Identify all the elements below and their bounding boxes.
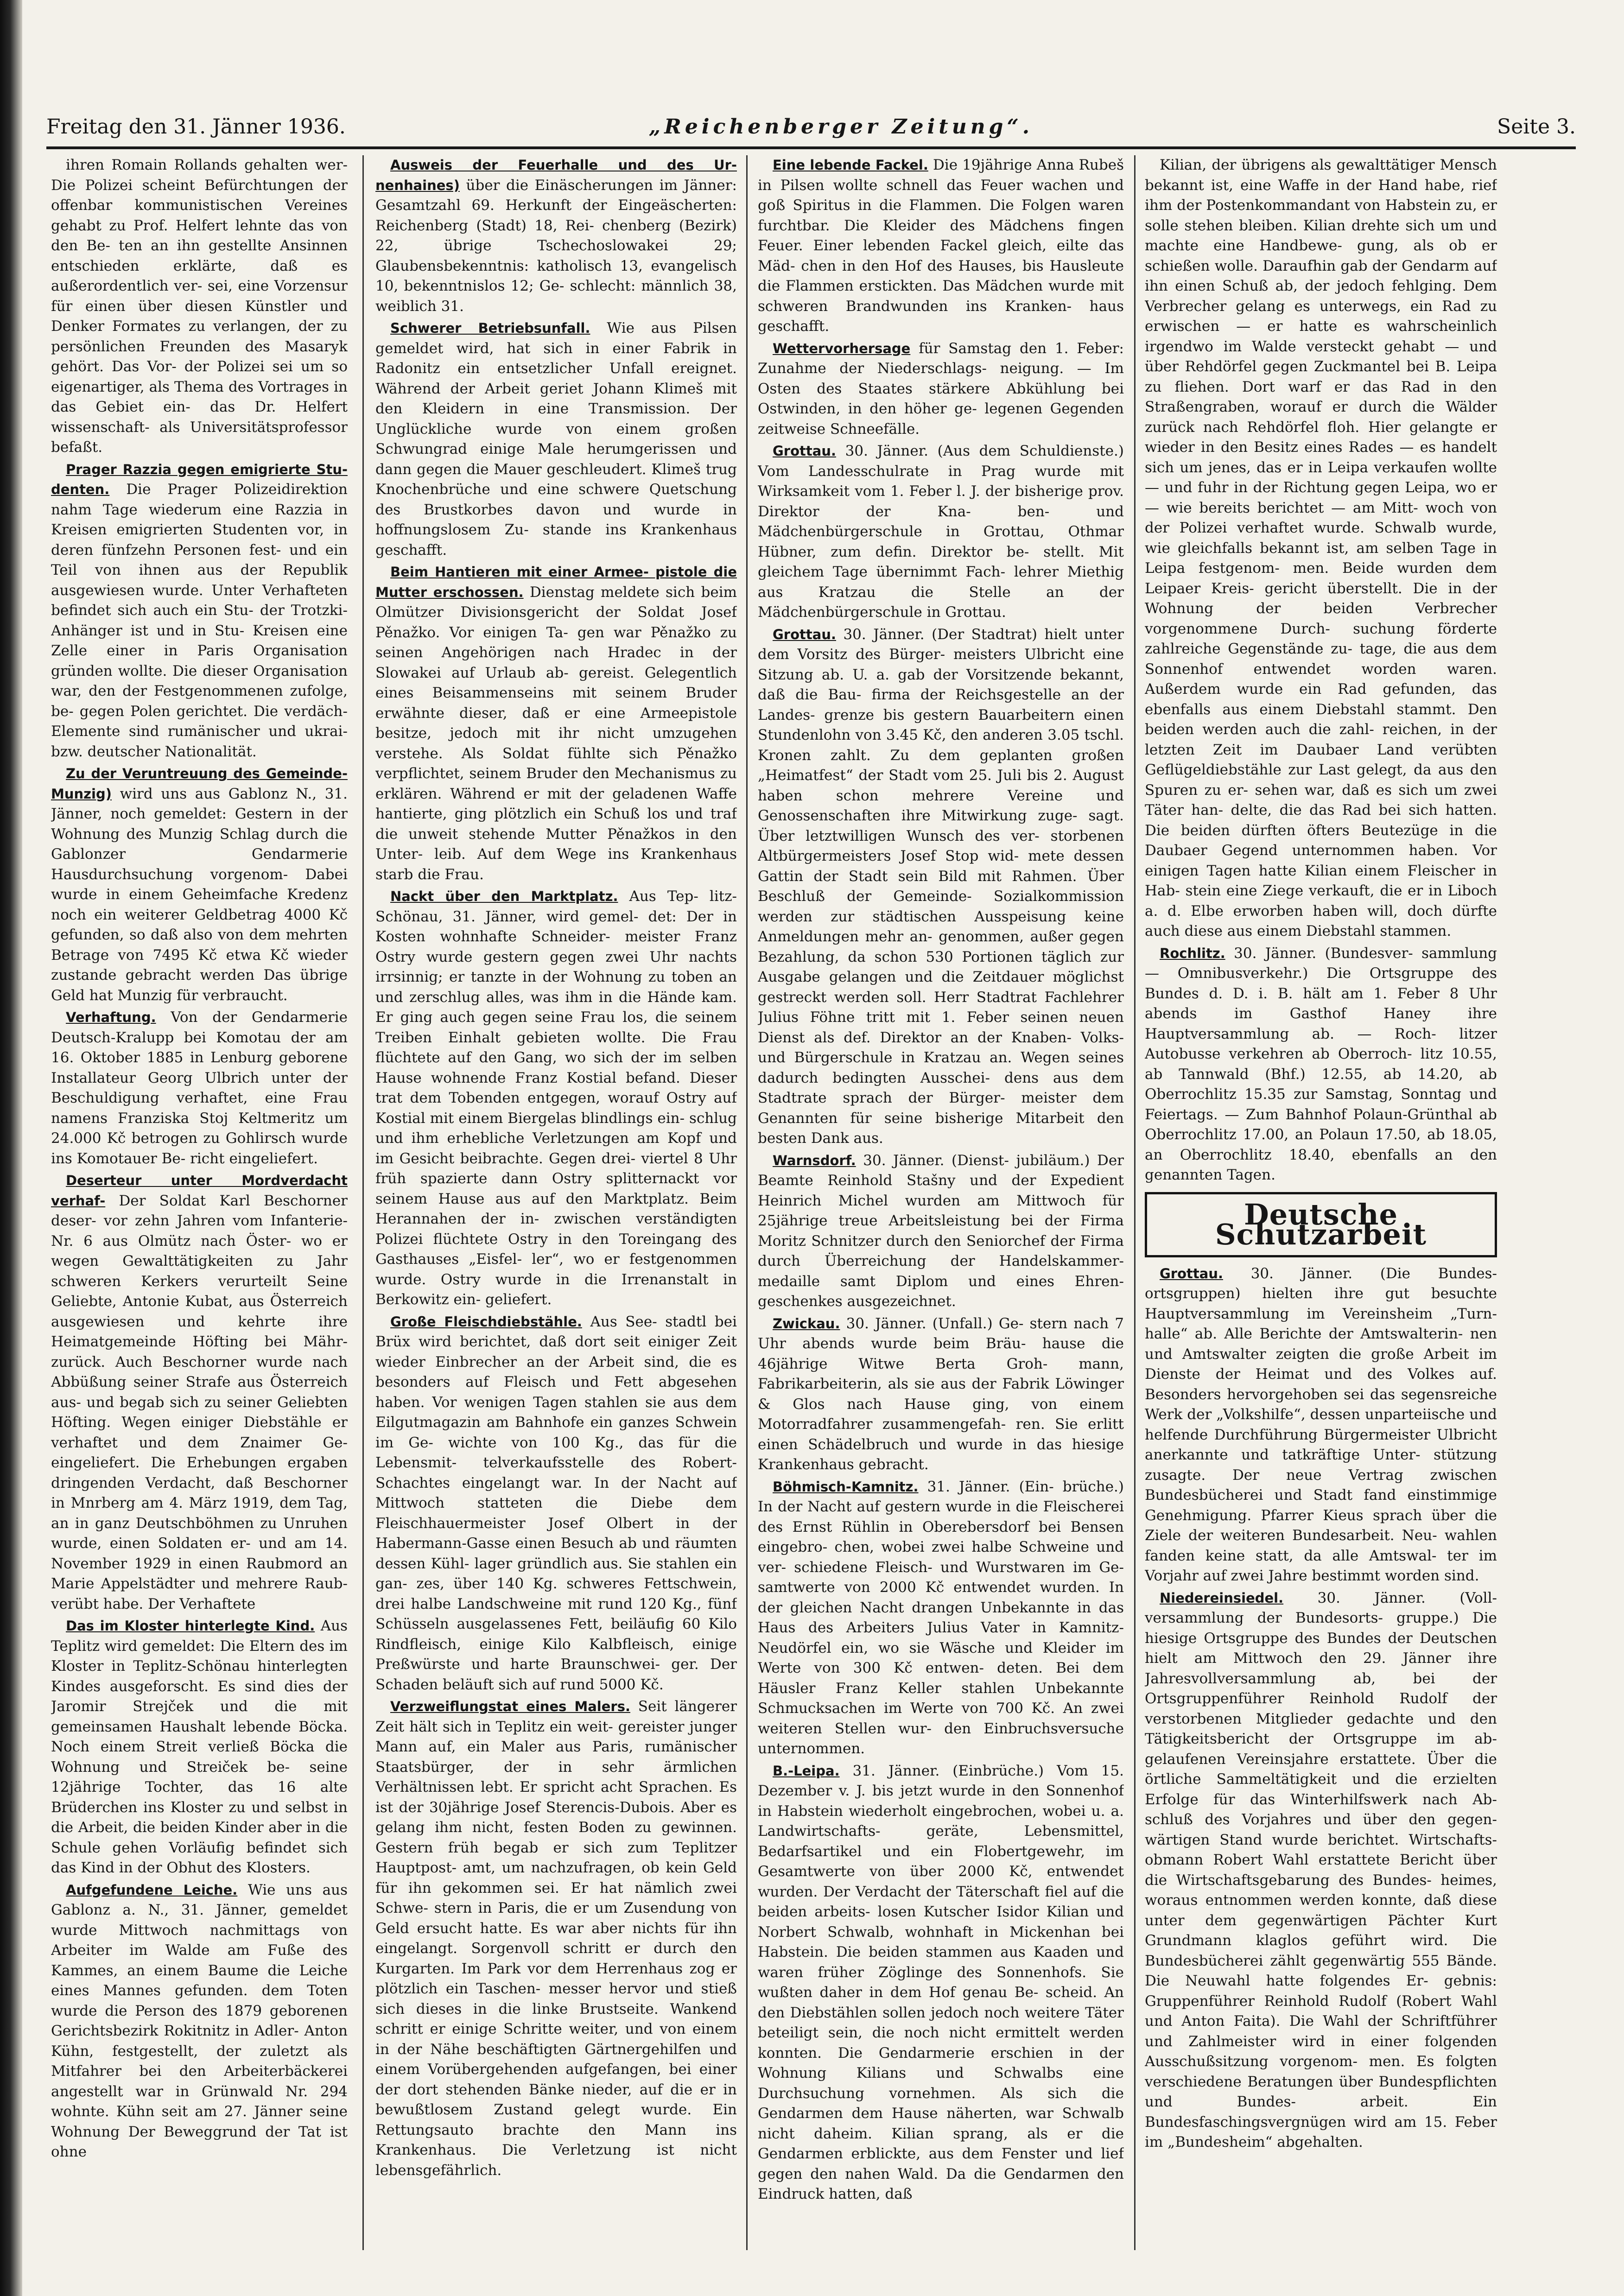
binding-edge xyxy=(0,0,22,2296)
article-body: für Samstag den 1. Feber: Zunahme der Niederschlags- neigung. — Im Osten des Staates stärkere Abkühlung bei Ostwinden, in den höher ge- legenen Gegenden zeitweise Schneefälle. xyxy=(758,340,1124,438)
column-divider xyxy=(746,155,748,2250)
article-title: Grottau. xyxy=(773,443,836,459)
article xyxy=(375,887,737,1310)
article-body: 30. Jänner. (Voll- versammlung der Bundesorts- gruppe.) Die hiesige Ortsgruppe des Bundes der Deutschen hielt am Mittwoch den 29. Jänner ihre Jahresvollversammlung ab, bei der Ortsgruppenführer Reinhold Rudolf der verstorbenen Mitglieder gedachte und den Tätigkeitsbericht der Ortsgruppe im ab- gelaufenen Vereinsjahre erstattete. Über die örtliche Sammeltätigkeit und die erzielten Erfolge für das Winterhilfswerk nach Ab- schluß des Vorjahres und über den gegen- wärtigen Stand wurde berichtet. Wirtschafts- obmann Robert Wahl erstattete Bericht über die Wirtschaftsgebarung des Bundes- heimes, woraus entnommen werden konnte, daß diese unter dem gegenwärtigen Pächter Kurt Grundmann klaglos geführt wird. Die Bundesbücherei zählt gegenwärtig 555 Bände. Die Neuwahl hatte folgendes Er- gebnis: Gruppenführer Reinhold Rudolf (Robert Wahl und Anton Faita). Die Wahl der Schriftführer und Zahlmeister wird in einer folgenden Ausschußsitzung vorgenom- men. Es folgten verschiedene Beratungen über Bundespflichten und Bundes- arbeit. Ein Bundesfaschingsvergnügen wird am 15. Feber im „Bundesheim“ abgehalten. xyxy=(1145,1589,1497,2150)
header-rule xyxy=(46,146,1576,149)
article-title: Nackt über den Marktplatz. xyxy=(390,888,618,904)
article xyxy=(758,1761,1124,2205)
article-title: Eine lebende Fackel. xyxy=(773,157,928,173)
article xyxy=(758,1477,1124,1759)
article xyxy=(375,1697,737,2181)
article-title: Böhmisch-Kamnitz. xyxy=(773,1478,919,1495)
article xyxy=(758,155,1124,337)
article-body: wird uns aus Gablonz N., 31. Jänner, noch gemeldet: Gestern in der Wohnung des Munzig Schlag durch die Gablonzer Gendarmerie Hausdurchsuchung vorgenom- Dabei wurde in einem Geheimfache Kredenz noch ein weiterer Geldbetrag 4000 Kč gefunden, so daß also von dem mehrten Betrage von 7495 Kč etwa Kč wieder zustande gebracht werden Das übrige Geld hat Munzig für verbraucht. xyxy=(51,785,348,1004)
article-title: Ausweis der Feuerhalle und des Ur- nenhaines) xyxy=(375,157,737,193)
article-body: Von der Gendarmerie Deutsch-Kralupp bei Komotau der am 16. Oktober 1885 in Lenburg geborene Installateur Georg Ulbrich unter der Beschuldigung verhaftet, eine Frau namens Franziska Stoj Keltmeritz um 24.000 Kč betrogen zu Gohlirsch wurde ins Komotauer Be- richt eingeliefert. xyxy=(51,1009,348,1167)
article-title: Grottau. xyxy=(773,626,836,642)
article-title: Wettervorhersage xyxy=(773,340,911,356)
article xyxy=(375,318,737,560)
article-title: Rochlitz. xyxy=(1160,945,1225,961)
article-body: über die Einäscherungen im Jänner: Gesamtzahl 69. Herkunft der Eingeäscherten: Reichenberg (Stadt) 18, Rei- chenberg (Bezirk) 22, übrige Tschechoslowakei 29; Glaubensbekenntnis: katholisch 13, evangelisch 10, bekenntnislos 12; Ge- schlecht: männlich 38, weiblich 31. xyxy=(375,177,737,315)
article-body: Aus Tep- litz-Schönau, 31. Jänner, wird gemel- det: Der in Kosten wohnhafte Schneider- meister Franz Ostry wurde gestern gegen zwei Uhr nachts irrsinnig; er tanzte in der Wohnung zu toben an und zerschlug alles, was ihm in die Hände kam. Er ging auch gegen seine Frau los, die seinem Treiben Einhalt gebieten wollte. Die Frau flüchtete auf den Gang, wo sich der im selben Hause wohnende Franz Kostial befand. Dieser trat dem Tobenden entgegen, worauf Ostry auf Kostial mit einem Biergelas blindlings ein- schlug und ihm erhebliche Verletzungen am Kopf und im Gesicht beibrachte. Gegen drei- viertel 8 Uhr früh spazierte dann Ostry splitternackt vor seinem Hause aus auf den Marktplatz. Beim Herannahen der in- zwischen verständigten Polizei flüchtete Ostry in den Toreingang des Gasthauses „Eisfel- ler“, wo er festgenommen wurde. Ostry wurde in die Irrenanstalt in Berkowitz ein- geliefert. xyxy=(375,888,737,1308)
article-body: Wie uns aus Gablonz a. N., 31. Jänner, gemeldet wurde Mittwoch nachmittags von Arbeiter im Walde am Fuße des Kammes, an einem Baume die Leiche eines Mannes gefunden. dem Toten wurde die Person des 1879 geborenen Gerichtsbezirk Rokitnitz in Adler- Anton Kühn, festgestellt, der zuletzt als Mitfahrer bei den Arbeiterbäckerei angestellt war in Grünwald Nr. 294 wohnte. Kühn seit am 27. Jänner seine Wohnung Der Beweggrund der Tat ist ohne xyxy=(51,1881,348,2160)
article-body: 30. Jänner. (Aus dem Schuldienste.) Vom Landesschulrate in Prag wurde mit Wirksamkeit vom 1. Feber l. J. der bisherige prov. Direktor der Kna- ben- und Mädchenbürgerschule in Grottau, Othmar Hübner, zum defin. Direktor be- stellt. Mit gleichem Tage übernimmt Fach- lehrer Miethig aus Kratzau die Stelle an der Mädchenbürgerschule in Grottau. xyxy=(758,443,1124,621)
article-body: 31. Jänner. (Ein- brüche.) In der Nacht auf gestern wurde in die Fleischerei des Ernst Rühlin in Oberebersdorf bei Bensen eingebro- chen, wobei zwei halbe Schweine und ver- schiedene Fleisch- und Wurstwaren im Ge- samtwerte von 2000 Kč entwendet wurden. In der gleichen Nacht drangen Unbekannte in das Haus des Arbeiters Julius Vater in Kamnitz-Neudörfel ein, wo sie Wäsche und Kleider im Werte von 300 Kč entwen- deten. Bei dem Häusler Franz Keller stahlen Unbekannte Schmucksachen im Werte von 700 Kč. An zwei weiteren Stellen wur- den Einbruchsversuche unternommen. xyxy=(758,1478,1124,1757)
article-body: Die 19jährige Anna Rubeš in Pilsen wollte schnell das Feuer wachen und goß Spiritus in die Flammen. Die Folgen waren furchtbar. Die Kleider des Mädchens fingen Feuer. Einer lebenden Fackel gleich, eilte das Mäd- chen in den Hof des Hauses, bis Hausleute die Flammen erstickten. Das Mädchen wurde mit schweren Brandwunden ins Kranken- haus geschafft. xyxy=(758,157,1124,335)
article-title: Prager Razzia gegen emigrierte Stu- denten. xyxy=(51,461,348,497)
article-title: Warnsdorf. xyxy=(773,1152,856,1168)
article xyxy=(51,1171,348,1614)
article xyxy=(51,155,348,458)
column-4 xyxy=(1145,155,1497,2250)
article-body: Dienstag meldete sich beim Olmützer Divisionsgericht der Soldat Josef Pěnažko. Vor einigen Ta- gen war Pěnažko zu seinen Angehörigen nach Hradec in der Slowakei auf Urlaub ab- gereist. Gelegentlich eines Beisammenseins mit seinem Bruder erwähnte dieser, daß er eine Armeepistole besitze, jedoch mit ihr nicht umzugehen verstehe. Als Soldat fühlte sich Pěnažko verpflichtet, seinem Bruder den Mechanismus zu erklären. Während er mit der geladenen Waffe hantierte, ging plötzlich ein Schuß los und traf die unweit stehende Mutter Pěnažkos in den Unter- leib. Auf dem Wege ins Krankenhaus starb die Frau. xyxy=(375,584,737,883)
article xyxy=(51,1008,348,1169)
article-body: 30. Jänner. (Der Stadtrat) hielt unter dem Vorsitz des Bürger- meisters Ulbricht eine Sitzung ab. U. a. gab der Vorsitzende bekannt, daß die Bau- firma der Reichsgestelle an der Landes- grenze bis gestern Bauarbeitern einen Stundenlohn von 3.45 Kč, den anderen 3.05 tschl. Kronen zahlt. Zu dem geplanten großen „Heimatfest“ der Stadt vom 25. Juli bis 2. August haben schon mehrere Vereine und Genossenschaften ihre Mitwirkung zuge- sagt. Über letztwilligen Wunsch des ver- storbenen Altbürgermeisters Josef Stop wid- mete dessen Gattin der Stadt sein Bild mit Rahmen. Über Beschluß der Gemeinde- Sozialkommission werden zur städtischen Ausspeisung keine Anmeldungen mehr an- genommen, außer gegen Bezahlung, da schon 530 Portionen täglich zur Ausgabe gelangen und die Zeitdauer möglichst gestreckt werden soll. Herr Stadtrat Fachlehrer Julius Föhne tritt mit 1. Feber seinen neuen Dienst als def. Direktor an der Knaben- Volks- und Bürgerschule in Kratzau an. Wegen seines dadurch bedingten Ausschei- dens aus dem Stadtrate sprach der Bürger- meister dem Genannten für seine bisherige Mitarbeit den besten Dank aus. xyxy=(758,626,1124,1147)
article-title: Niedereinsiedel. xyxy=(1160,1590,1284,1606)
article-title: Das im Kloster hinterlegte Kind. xyxy=(66,1618,315,1634)
article xyxy=(758,339,1124,440)
newspaper-title: „Reichenberger Zeitung“. xyxy=(649,115,1034,139)
article xyxy=(1145,944,1497,1186)
article xyxy=(375,155,737,317)
article-body: 30. Jänner. (Dienst- jubiläum.) Der Beamte Reinhold Stašny und der Expedient Heinrich Michel wurden am Mittwoch für 25jährige treue Arbeitsleistung bei der Firma Moritz Schnitzer durch den Seniorchef der Firma durch Überreichung der Handelskammer- medaille samt Diplom und eines Ehren- geschenkes ausgezeichnet. xyxy=(758,1152,1124,1310)
article-body: Die Prager Polizeidirektion nahm Tage wiederum eine Razzia in Kreisen emigrierten Studenten vor, in deren fünfzehn Personen fest- und ein Teil von ihnen aus der Republik ausgewiesen wurde. Unter Verhafteten befindet sich auch ein Stu- der Trotzki-Anhänger ist und in Stu- Kreisen eine Zelle einer in Paris Organisation gründen wollte. Die dieser Organisation war, den der Festgenommenen zufolge, be- gegen Polen gerichtet. Die verdäch- Elemente sind rumänischer und ukrai- bzw. deutscher Nationalität. xyxy=(51,481,348,760)
article-title: Zu der Veruntreuung des Gemeinde- Munzig) xyxy=(51,766,348,802)
article-title: Verhaftung. xyxy=(66,1009,156,1025)
article xyxy=(51,460,348,762)
article-body: Der Soldat Karl Beschorner deser- vor zehn Jahren vom Infanterie- Nr. 6 aus Olmütz nach Öster- wo er wegen Gewalttätigkeiten zu Jahr schweren Kerkers verurteilt Seine Geliebte, Antonie Kubat, aus Österreich ausgewiesen und kehrte ihre Heimatgemeinde Höfting bei Mähr- zurück. Auch Beschorner wurde nach Abbüßung seiner Strafe aus Österreich aus- und begab sich zu seiner Geliebten Höfting. Wegen einiger Diebstähle er verhaftet und dem Znaimer Ge- eingeliefert. Die Erhebungen ergaben dringenden Verdacht, daß Beschorner in Mnrberg am 4. März 1919, dem Tag, an in ganz Deutschböhmen zu Unruhen wurde, einen Soldaten er- und am 14. November 1929 in einen Raubmord an Marie Appelstädter und mehrere Raub- verübt habe. Der Verhaftete xyxy=(51,1192,348,1612)
article xyxy=(758,1151,1124,1312)
column-1 xyxy=(51,155,348,2250)
article xyxy=(1145,1264,1497,1586)
article-title: B.-Leipa. xyxy=(773,1763,840,1779)
article-title: Aufgefundene Leiche. xyxy=(66,1882,238,1898)
article-body: Aus Teplitz wird gemeldet: Die Eltern des im Kloster in Teplitz-Schönau hinterlegten Kindes ausgeforscht. Es sind dies der Jaromir Strejček und die mit gemeinsamen Haushalt lebende Böcka. Noch einem Streit verließ Böcka die Wohnung und Streiček be- seine 12jährige Tochter, das 16 alte Brüderchen ins Kloster zu und selbst in die Arbeit, die beiden Kinder aber in die Schule gehen Vorläufig befindet sich das Kind in der Obhut des Klosters. xyxy=(51,1617,348,1876)
article-body: 30. Jänner. (Die Bundes- ortsgruppen) hielten ihre gut besuchte Hauptversammlung im Vereinsheim „Turn- halle“ ab. Alle Berichte der Amtswalterin- nen und Amtswalter zeigten die große Arbeit im Dienste der Heimat und des Volkes auf. Besonders hervorgehoben sei das segensreiche Werk der „Volkshilfe“, dessen unparteiische und helfende Durchführung Bürgermeister Ulbricht anerkannte und tatkräftige Unter- stützung zusagte. Der neue Vertrag zwischen Bundesbücherei und Stadt fand einstimmige Genehmigung. Pfarrer Kieus sprach über die Ziele der weiteren Bundesarbeit. Neu- wahlen fanden keine statt, da alle Amtswal- ter im Vorjahr auf zwei Jahre bestimmt worden sind. xyxy=(1145,1265,1497,1584)
column-divider xyxy=(362,155,364,2250)
page-header xyxy=(46,107,1576,148)
article xyxy=(375,562,737,885)
article-body: 30. Jänner. (Bundesver- sammlung — Omnibusverkehr.) Die Ortsgruppe des Bundes d. D. i. B. hält am 1. Feber 8 Uhr abends im Gasthof Haney ihre Hauptversammlung ab. — Roch- litzer Autobusse verkehren ab Oberroch- litz 10.55, ab Tannwald (Bhf.) 12.55, ab 14.20, ab Oberrochlitz 15.35 zur Samstag, Sonntag und Feiertags. — Zum Bahnhof Polaun-Grünthal ab Oberrochlitz 17.00, an Polaun 17.50, ab 18.05, an Oberrochlitz 18.40, ebenfalls an den genannten Tagen. xyxy=(1145,945,1497,1183)
article xyxy=(375,1312,737,1695)
column-2 xyxy=(375,155,737,2250)
article xyxy=(758,625,1124,1149)
article-title: Große Fleischdiebstähle. xyxy=(390,1313,582,1330)
article xyxy=(1145,155,1497,942)
article-body: 30. Jänner. (Unfall.) Ge- stern nach 7 Uhr abends wurde beim Bräu- hause die 46jährige Witwe Berta Groh- mann, Fabrikarbeiterin, als sie aus der Fabrik Löwinger & Glos nach Hause ging, von einem Motorradfahrer zusammengefah- ren. Sie erlitt einen Schädelbruch und wurde in das hiesige Krankenhaus gebracht. xyxy=(758,1315,1124,1473)
column-3 xyxy=(758,155,1124,2250)
column-divider xyxy=(1134,155,1136,2250)
article xyxy=(51,1616,348,1878)
article xyxy=(758,1314,1124,1475)
article-title: Zwickau. xyxy=(773,1315,840,1332)
article-body: Wie aus Pilsen gemeldet wird, hat sich in einer Fabrik in Radonitz ein entsetzlicher Unfall ereignet. Während der Arbeit geriet Johann Klimeš mit den Kleidern in eine Transmission. Der Unglückliche wurde von einem großen Schwungrad einige Male herumgerissen und dann gegen die Mauer geschleudert. Klimeš trug Knochenbrüche und eine schwere Quetschung des Brustkorbes davon und wurde in hoffnungslosem Zu- stande ins Krankenhaus geschafft. xyxy=(375,320,737,558)
article-body: Aus See- stadtl bei Brüx wird berichtet, daß dort seit einiger Zeit wieder Einbrecher an der Arbeit sind, die es besonders auf Fleisch und Fett abgesehen haben. Vor wenigen Tagen stahlen sie aus dem Eilgutmagazin am Bahnhofe ein ganzes Schwein im Ge- wichte von 100 Kg., das für die Lebensmit- telverkaufsstelle des Robert-Schachtes eingelangt war. In der Nacht auf Mittwoch statteten die Diebe dem Fleischhauermeister Josef Olbert in der Habermann-Gasse einen Besuch ab und räumten dessen Kühl- lager gründlich aus. Sie stahlen ein gan- zes, über 140 Kg. schweres Fettschwein, drei halbe Landschweine mit rund 120 Kg., fünf Schüsseln ausgelassenes Fett, beiläufig 60 Kilo Rindfleisch, einige Kilo Kalbfleisch, einige Preßwürste und harte Braunschwei- ger. Der Schaden beläuft sich auf rund 5000 Kč. xyxy=(375,1313,737,1693)
article xyxy=(1145,1588,1497,2153)
section-banner: Deutsche Schutzarbeit xyxy=(1145,1192,1497,1257)
page-number: Seite 3. xyxy=(1497,115,1576,139)
article-title: Beim Hantieren mit einer Armee- pistole die Mutter erschossen. xyxy=(375,564,737,600)
article-body: ihren Romain Rollands gehalten wer- Die Polizei scheint Befürchtungen der offenbar kommunistischen Vereines gehabt zu Prof. Helfert lehnte das von den Be- ten an ihn gestellte Ansinnen entschieden erklärte, daß es außerordentlich ver- sei, eine Vorzensur für einen über diesen Künstler und Denker Formates zu verlangen, der zu persönlichen Freunden des Masaryk gehört. Das Vor- der Polizei sei um so eigenartiger, als Thema des Vortrages in das Gebiet ein- das Dr. Helfert wissenschaft- als Universitätsprofessor befaßt. xyxy=(51,157,348,456)
article-body: Seit längerer Zeit hält sich in Teplitz ein weit- gereister junger Mann auf, ein Maler aus Paris, rumänischer Staatsbürger, der in sehr ärmlichen Verhältnissen lebt. Er spricht acht Sprachen. Es ist der 30jährige Josef Sterencis-Dubois. Aber es gelang ihm nicht, festen Boden zu gewinnen. Gestern früh begab er sich zum Teplitzer Hauptpost- amt, um nachzufragen, ob kein Geld für ihn gekommen sei. Er hat nämlich zwei Schwe- stern in Paris, die er um Zusendung von Geld ersucht hatte. Es war aber nichts für ihn eingelangt. Sorgenvoll schritt er durch den Kurgarten. Im Park vor dem Herrenhaus zog er plötzlich ein Taschen- messer hervor und stieß sich dieses in die linke Brustseite. Wankend schritt er einige Schritte weiter, und von einem in der Nähe beschäftigten Gärtnergehilfen und einem Vorübergehenden aufgefangen, bei einer der dort stehenden Bänke nieder, auf die er in bewußtlosem Zustand gelegt wurde. Ein Rettungsauto brachte den Mann ins Krankenhaus. Die Verletzung ist nicht lebensgefährlich. xyxy=(375,1698,737,2179)
header-date: Freitag den 31. Jänner 1936. xyxy=(46,115,346,139)
article-title: Grottau. xyxy=(1160,1265,1223,1281)
article-body: Kilian, der übrigens als gewalttätiger Mensch bekannt ist, eine Waffe in der Hand habe, rief ihm der Postenkommandant von Habstein zu, er solle stehen bleiben. Kilian drehte sich um und machte eine Handbewe- gung, als ob er schießen wolle. Daraufhin gab der Gendarm auf ihn einen Schuß ab, der jedoch fehlging. Dem Verbrecher gelang es unterwegs, ein Rad zu erwischen — er hatte es wahrscheinlich irgendwo im Walde versteckt gehabt — und über Rehdörfel gegen Zuckmantel bei B. Leipa zu fliehen. Dort warf er das Rad in den Straßengraben, worauf er durch die Wälder zurück nach Rehdörfel floh. Hier gelangte er wieder in den Besitz eines Rades — es handelt sich um jenes, das er in Leipa verkaufen wollte — und fuhr in der Richtung gegen Leipa, wo er — wie bereits berichtet — am Mitt- woch von der Polizei verhaftet wurde. Schwalb wurde, wie gleichfalls bekannt ist, am selben Tage in Leipa festgenom- men. Beide wurden dem Leipaer Kreis- gericht überstellt. Die in der Wohnung der beiden Verbrecher vorgenommene Durch- suchung förderte zahlreiche Gegenstände zu- tage, die aus dem Sonnenhof entwendet worden waren. Außerdem wurde ein Rad gefunden, das ebenfalls aus einem Diebstahl stammt. Den beiden werden auch die zahl- reichen, in der letzten Zeit im Daubaer Land verübten Geflügeldiebstähle zur Last gelegt, da aus den Spuren zu er- sehen war, daß es sich um zwei Täter han- delte, die das Rad bei sich hatten. Die beiden dürften öfters Beutezüge in die Daubaer Gegend unternommen haben. Vor einigen Tagen hatte Kilian einem Fleischer in Hab- stein eine Ziege verkauft, die er in Liboch a. d. Elbe erworben haben will, doch dürfte auch diese aus einem Diebstahl stammen. xyxy=(1145,157,1497,939)
article-title: Verzweiflungstat eines Malers. xyxy=(390,1699,630,1714)
article xyxy=(51,1880,348,2163)
article-title: Schwerer Betriebsunfall. xyxy=(390,320,590,336)
article xyxy=(51,764,348,1006)
article-body: 31. Jänner. (Einbrüche.) Vom 15. Dezember v. J. bis jetzt wurde in den Sonnenhof in Habstein wiederholt eingebrochen, wobei u. a. Landwirtschafts- geräte, Lebensmittel, Bedarfsartikel und ein Flobertgewehr, im Gesamtwerte von über 2000 Kč, entwendet wurden. Der Verdacht der Täterschaft fiel auf die beiden arbeits- losen Kutscher Isidor Kilian und Norbert Schwalb, wohnhaft in Mickenhan bei Habstein. Die beiden stammen aus Kaaden und waren früher Zöglinge des Sonnenhofs. Sie wußten daher in dem Hof genau Be- scheid. An den Diebstählen sollen jedoch noch weitere Täter beteiligt sein, die noch nicht ermittelt werden konnten. Die Gendarmerie erschien in der Wohnung Kilians und Schwalbs eine Durchsuchung vornehmen. Als sich die Gendarmen dem Hause näherten, war Schwalb nicht daheim. Kilian sprang, als er die Gendarmen erblickte, aus dem Fenster und lief gegen den nahen Wald. Da die Gendarmen den Eindruck hatten, daß xyxy=(758,1762,1124,2202)
article-title: Deserteur unter Mordverdacht verhaf- xyxy=(51,1173,348,1209)
article xyxy=(758,441,1124,623)
